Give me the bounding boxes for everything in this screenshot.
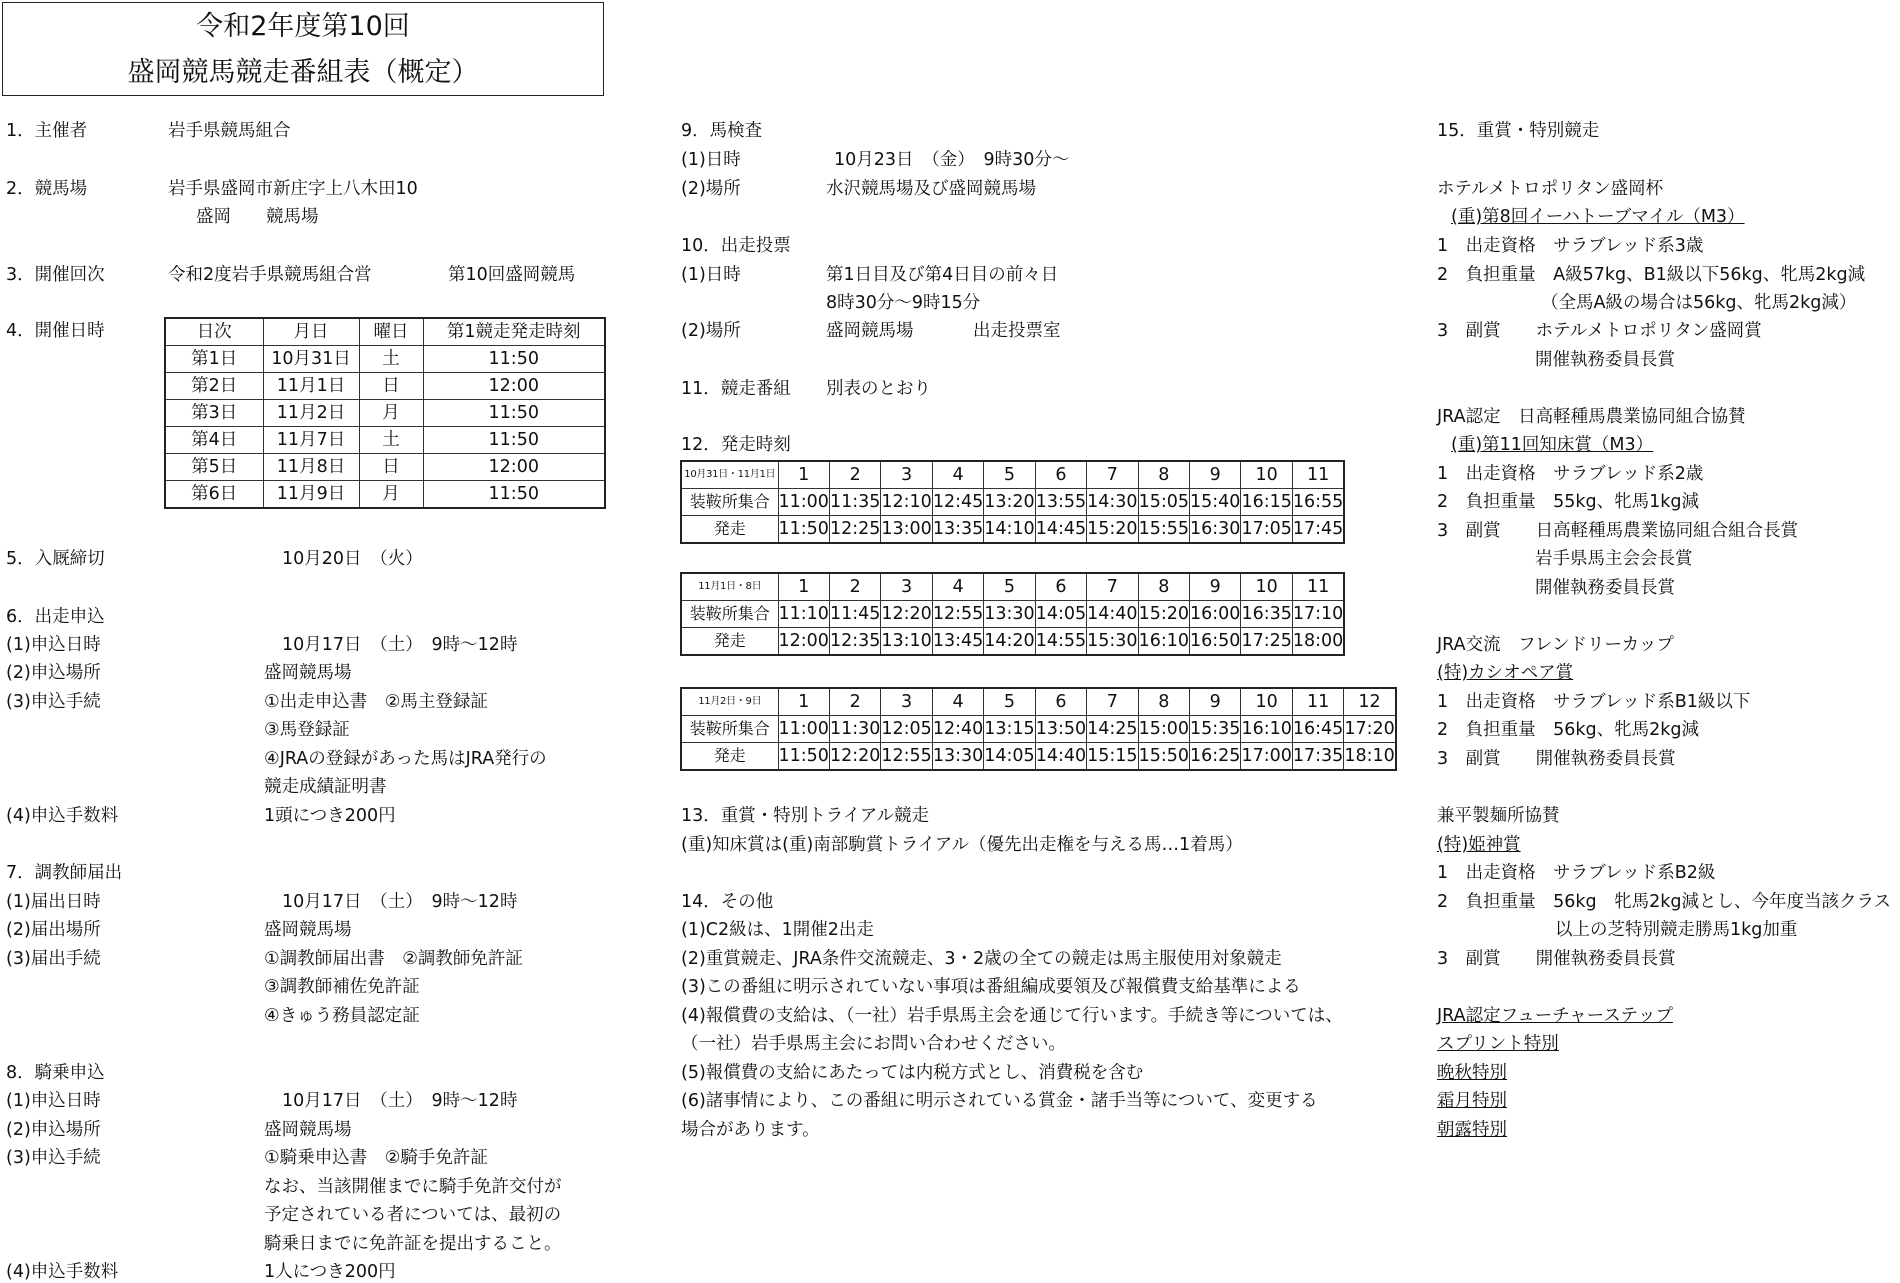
saddling-time: 13:30: [984, 601, 1035, 628]
post-time-table-2: [680, 572, 1345, 656]
saddling-time: 17:20: [1344, 716, 1396, 743]
s14-line-6: (5)報償費の支給にあたっては内税方式とし、消費税を含む: [681, 1063, 1144, 1083]
race-number: 3: [881, 573, 932, 601]
s14-label: 14．その他: [681, 892, 774, 912]
saddling-time: 15:20: [1138, 601, 1189, 628]
race-number: 8: [1138, 461, 1189, 489]
saddling-time: 11:30: [829, 716, 880, 743]
s10-label: 10．出走投票: [681, 236, 791, 256]
s10-r2-value-1: 盛岡競馬場: [826, 321, 914, 341]
b5-item: 朝露特別: [1437, 1120, 1507, 1140]
s6-r3-value-4: 競走成績証明書: [264, 777, 387, 797]
b2-qualification: 1 出走資格 サラブレッド系2歳: [1437, 464, 1704, 484]
b4-weight-2: 以上の芝特別競走勝馬1kg加重: [1555, 920, 1798, 940]
post-time: 12:25: [829, 516, 880, 544]
race-number: 4: [932, 688, 983, 716]
post-time: 12:00: [778, 628, 829, 656]
race-number-row: [681, 573, 1344, 601]
post-time-table-3: [680, 687, 1397, 771]
race-number: 6: [1035, 688, 1086, 716]
post-time: 15:55: [1138, 516, 1189, 544]
race-number: 1: [778, 573, 829, 601]
table-cell: 12:00: [423, 454, 605, 481]
table-cell: 第5日: [165, 454, 263, 481]
post-time: 17:45: [1292, 516, 1344, 544]
saddling-time: 13:15: [984, 716, 1035, 743]
row-label: 発走: [681, 628, 778, 656]
race-number: 1: [778, 688, 829, 716]
post-time-row: [681, 743, 1396, 771]
post-time: 15:30: [1087, 628, 1138, 656]
table-cell: 第1日: [165, 346, 263, 373]
post-time-table-1: [680, 460, 1345, 544]
s7-r2-value: 盛岡競馬場: [264, 920, 352, 940]
s5-label: 5．入厩締切: [6, 549, 105, 569]
saddling-time: 13:50: [1035, 716, 1086, 743]
saddling-time: 12:20: [881, 601, 932, 628]
post-time: 14:55: [1035, 628, 1086, 656]
race-number: 3: [881, 688, 932, 716]
saddling-time: 12:05: [881, 716, 932, 743]
s7-r3-value-1: ①調教師届出書 ②調教師免許証: [264, 949, 523, 969]
table-cell: 11:50: [423, 427, 605, 454]
s11-value: 別表のとおり: [826, 379, 931, 399]
saddling-time: 17:10: [1292, 601, 1344, 628]
s7-r3-value-3: ④きゅう務員認定証: [264, 1006, 420, 1026]
s8-r3-value-1: ①騎乗申込書 ②騎手免許証: [264, 1148, 488, 1168]
table-cell: 11:50: [423, 400, 605, 427]
s9-label: 9．馬検査: [681, 121, 763, 141]
s2-label: 2．競馬場: [6, 179, 88, 199]
b2-prize-3: 開催執務委員長賞: [1535, 578, 1675, 598]
s8-r4-label: (4)申込手数料: [6, 1262, 119, 1282]
s3-value: 令和2度岩手県競馬組合営: [168, 265, 372, 285]
saddling-time: 14:40: [1087, 601, 1138, 628]
s6-r3-value-3: ④JRAの登録があった馬はJRA発行の: [264, 749, 547, 769]
table-cell: 日: [359, 454, 423, 481]
race-number: 7: [1087, 573, 1138, 601]
s6-r4-label: (4)申込手数料: [6, 806, 119, 826]
b3-weight-1: 2 負担重量 56kg、牝馬2kg減: [1437, 720, 1700, 740]
s3-value-2: 第10回盛岡競馬: [448, 265, 576, 285]
s6-r2-value: 盛岡競馬場: [264, 663, 352, 683]
saddling-time: 12:10: [881, 489, 932, 516]
s14-line-2: (2)重賞競走、JRA条件交流競走、3・2歳の全ての競走は馬主服使用対象競走: [681, 949, 1282, 969]
race-number: 4: [932, 573, 983, 601]
s14-line-8: 場合があります。: [681, 1120, 820, 1140]
post-time: 14:05: [984, 743, 1035, 771]
s7-r3-value-2: ③調教師補佐免許証: [264, 977, 420, 997]
table-row: [165, 454, 605, 481]
saddling-time-row: [681, 601, 1344, 628]
saddling-time: 11:00: [778, 489, 829, 516]
s8-r3-label: (3)申込手続: [6, 1148, 101, 1168]
b4-sponsor: 兼平製麺所協賛: [1437, 806, 1560, 826]
race-number: 2: [829, 688, 880, 716]
race-number: 9: [1190, 688, 1241, 716]
table-header: 第1競走発走時刻: [423, 318, 605, 346]
table-row: [165, 427, 605, 454]
b4-weight-1: 2 負担重量 56kg 牝馬2kg減とし、今年度当該クラス: [1437, 892, 1891, 912]
post-time: 14:20: [984, 628, 1035, 656]
table-cell: 11:50: [423, 346, 605, 373]
s6-label: 6．出走申込: [6, 607, 105, 627]
row-label: 装鞍所集合: [681, 601, 778, 628]
schedule-table: [164, 317, 606, 509]
title-line-2: 盛岡競馬競走番組表（概定）: [127, 57, 479, 88]
b4-race-title: (特)姫神賞: [1437, 835, 1521, 855]
race-number: 5: [984, 688, 1035, 716]
race-number: 10: [1241, 688, 1292, 716]
race-number: 6: [1035, 461, 1086, 489]
table-cell: 日: [359, 373, 423, 400]
b2-race-title: (重)第11回知床賞（M3）: [1451, 435, 1654, 455]
saddling-time: 11:00: [778, 716, 829, 743]
s15-label: 15．重賞・特別競走: [1437, 121, 1600, 141]
title-box: [2, 2, 604, 96]
saddling-time: 16:15: [1241, 489, 1292, 516]
b2-prize-2: 岩手県馬主会会長賞: [1535, 549, 1693, 569]
post-time: 16:10: [1138, 628, 1189, 656]
table-cell: 10月31日: [263, 346, 359, 373]
saddling-time: 14:25: [1087, 716, 1138, 743]
post-time: 16:30: [1190, 516, 1241, 544]
s10-r2-label: (2)場所: [681, 321, 741, 341]
post-time: 14:45: [1035, 516, 1086, 544]
s6-r3-value-2: ③馬登録証: [264, 720, 350, 740]
s8-label: 8．騎乗申込: [6, 1063, 105, 1083]
saddling-time: 12:45: [932, 489, 983, 516]
saddling-time: 16:45: [1292, 716, 1343, 743]
b3-sponsor: JRA交流 フレンドリーカップ: [1437, 635, 1674, 655]
b1-qualification: 1 出走資格 サラブレッド系3歳: [1437, 236, 1704, 256]
table-cell: 土: [359, 427, 423, 454]
race-number: 11: [1292, 688, 1343, 716]
s3-label: 3．開催回次: [6, 265, 105, 285]
race-number: 11: [1292, 573, 1344, 601]
s6-r3-value-1: ①出走申込書 ②馬主登録証: [264, 692, 488, 712]
race-number: 10: [1241, 573, 1292, 601]
s11-label: 11．競走番組: [681, 379, 791, 399]
post-time: 12:55: [881, 743, 932, 771]
post-time-row: [681, 628, 1344, 656]
s9-r2-value: 水沢競馬場及び盛岡競馬場: [826, 179, 1036, 199]
post-time: 18:00: [1292, 628, 1344, 656]
table-cell: 11:50: [423, 481, 605, 509]
s7-r2-label: (2)届出場所: [6, 920, 101, 940]
post-time: 17:05: [1241, 516, 1292, 544]
s6-r4-value: 1頭につき200円: [264, 806, 396, 826]
race-number: 9: [1190, 573, 1241, 601]
s10-r1-value-1: 第1日目及び第4日目の前々日: [826, 265, 1059, 285]
s10-r2-value-2: 出走投票室: [973, 321, 1061, 341]
s13-label: 13．重賞・特別トライアル競走: [681, 806, 930, 826]
post-time: 17:00: [1241, 743, 1292, 771]
s8-r1-value: 10月17日 （土） 9時～12時: [282, 1091, 518, 1111]
table-cell: 11月1日: [263, 373, 359, 400]
s14-line-4: (4)報償費の支給は、（一社）岩手県馬主会を通じて行います。手続き等については、: [681, 1006, 1343, 1026]
race-number: 9: [1190, 461, 1241, 489]
day-label: 11月1日・8日: [681, 573, 778, 601]
race-number: 7: [1087, 461, 1138, 489]
table-header-row: [165, 318, 605, 346]
table-cell: 12:00: [423, 373, 605, 400]
saddling-time: 11:35: [829, 489, 880, 516]
s9-r2-label: (2)場所: [681, 179, 741, 199]
saddling-time: 13:55: [1035, 489, 1086, 516]
saddling-time: 12:55: [932, 601, 983, 628]
post-time: 12:20: [829, 743, 880, 771]
s12-label: 12．発走時刻: [681, 435, 791, 455]
s8-r3-value-3: 予定されている者については、最初の: [264, 1205, 562, 1225]
race-number: 8: [1138, 573, 1189, 601]
saddling-time: 13:20: [984, 489, 1035, 516]
b1-sponsor: ホテルメトロポリタン盛岡杯: [1437, 179, 1664, 199]
b1-race-title: (重)第8回イーハトーブマイル（M3）: [1451, 207, 1745, 227]
b1-weight-2: （全馬A級の場合は56kg、牝馬2kg減）: [1541, 293, 1857, 313]
s10-r1-value-2: 8時30分～9時15分: [826, 293, 981, 313]
b4-qualification: 1 出走資格 サラブレッド系B2級: [1437, 863, 1716, 883]
race-number: 1: [778, 461, 829, 489]
s8-r2-label: (2)申込場所: [6, 1120, 101, 1140]
post-time: 13:00: [881, 516, 932, 544]
b2-weight-1: 2 負担重量 55kg、牝馬1kg減: [1437, 492, 1700, 512]
table-cell: 月: [359, 400, 423, 427]
race-number: 2: [829, 573, 880, 601]
table-row: [165, 400, 605, 427]
saddling-time-row: [681, 716, 1396, 743]
s8-r3-value-2: なお、当該開催までに騎手免許交付が: [264, 1177, 562, 1197]
table-cell: 第6日: [165, 481, 263, 509]
saddling-time: 11:10: [778, 601, 829, 628]
race-number: 8: [1138, 688, 1189, 716]
saddling-time: 14:30: [1087, 489, 1138, 516]
saddling-time: 15:35: [1190, 716, 1241, 743]
b5-item: 晩秋特別: [1437, 1063, 1507, 1083]
saddling-time: 16:00: [1190, 601, 1241, 628]
s6-r1-value: 10月17日 （土） 9時～12時: [282, 635, 518, 655]
b3-race-title: (特)カシオペア賞: [1437, 663, 1574, 683]
row-label: 装鞍所集合: [681, 716, 778, 743]
saddling-time: 15:40: [1190, 489, 1241, 516]
post-time: 13:30: [932, 743, 983, 771]
table-row: [165, 373, 605, 400]
race-number: 4: [932, 461, 983, 489]
post-time: 12:35: [829, 628, 880, 656]
race-number: 3: [881, 461, 932, 489]
table-row: [165, 481, 605, 509]
row-label: 装鞍所集合: [681, 489, 778, 516]
s9-r1-value: 10月23日 （金） 9時30分～: [834, 150, 1070, 170]
b1-prize-1: 3 副賞 ホテルメトロポリタン盛岡賞: [1437, 321, 1762, 341]
b1-weight-1: 2 負担重量 A級57kg、B1級以下56kg、牝馬2kg減: [1437, 265, 1866, 285]
post-time: 15:15: [1087, 743, 1138, 771]
b4-prize-1: 3 副賞 開催執務委員長賞: [1437, 949, 1676, 969]
day-label: 10月31日・11月1日: [681, 461, 778, 489]
title-line-1: 令和2年度第10回: [196, 11, 410, 42]
race-number: 10: [1241, 461, 1292, 489]
post-time-row: [681, 516, 1344, 544]
table-header: 月日: [263, 318, 359, 346]
s5-value: 10月20日 （火）: [282, 549, 423, 569]
race-number: 2: [829, 461, 880, 489]
b3-prize-1: 3 副賞 開催執務委員長賞: [1437, 749, 1676, 769]
s8-r3-value-4: 騎乗日までに免許証を提出すること。: [264, 1234, 562, 1254]
s14-line-7: (6)諸事情により、この番組に明示されている賞金・諸手当等について、変更する: [681, 1091, 1318, 1111]
post-time: 11:50: [778, 743, 829, 771]
s6-r1-label: (1)申込日時: [6, 635, 101, 655]
post-time: 11:50: [778, 516, 829, 544]
s14-line-3: (3)この番組に明示されていない事項は番組編成要領及び報償費支給基準による: [681, 977, 1301, 997]
s2-value-2: 盛岡 競馬場: [196, 207, 319, 227]
s8-r1-label: (1)申込日時: [6, 1091, 101, 1111]
saddling-time-row: [681, 489, 1344, 516]
table-row: [165, 346, 605, 373]
b5-item: スプリント特別: [1437, 1034, 1559, 1054]
post-time: 13:45: [932, 628, 983, 656]
race-number: 7: [1087, 688, 1138, 716]
post-time: 15:50: [1138, 743, 1189, 771]
table-cell: 第2日: [165, 373, 263, 400]
saddling-time: 15:00: [1138, 716, 1189, 743]
table-cell: 第3日: [165, 400, 263, 427]
table-header: 日次: [165, 318, 263, 346]
b2-sponsor: JRA認定 日高軽種馬農業協同組合協賛: [1437, 407, 1746, 427]
table-cell: 第4日: [165, 427, 263, 454]
table-cell: 11月2日: [263, 400, 359, 427]
saddling-time: 14:05: [1035, 601, 1086, 628]
table-cell: 11月9日: [263, 481, 359, 509]
saddling-time: 16:55: [1292, 489, 1344, 516]
post-time: 17:25: [1241, 628, 1292, 656]
table-header: 曜日: [359, 318, 423, 346]
row-label: 発走: [681, 516, 778, 544]
race-number: 11: [1292, 461, 1344, 489]
post-time: 13:10: [881, 628, 932, 656]
s8-r4-value: 1人につき200円: [264, 1262, 396, 1282]
race-number: 5: [984, 573, 1035, 601]
post-time: 14:40: [1035, 743, 1086, 771]
post-time: 16:50: [1190, 628, 1241, 656]
race-number: 5: [984, 461, 1035, 489]
s1-value: 岩手県競馬組合: [168, 121, 291, 141]
post-time: 18:10: [1344, 743, 1396, 771]
s7-r1-label: (1)届出日時: [6, 892, 101, 912]
s7-label: 7．調教師届出: [6, 863, 123, 883]
b1-prize-2: 開催執務委員長賞: [1535, 350, 1675, 370]
post-time: 17:35: [1292, 743, 1343, 771]
saddling-time: 16:10: [1241, 716, 1292, 743]
b3-qualification: 1 出走資格 サラブレッド系B1級以下: [1437, 692, 1751, 712]
s10-r1-label: (1)日時: [681, 265, 741, 285]
row-label: 発走: [681, 743, 778, 771]
day-label: 11月2日・9日: [681, 688, 778, 716]
saddling-time: 11:45: [829, 601, 880, 628]
s4-label: 4．開催日時: [6, 321, 105, 341]
post-time: 15:20: [1087, 516, 1138, 544]
race-number: 12: [1344, 688, 1396, 716]
table-cell: 11月8日: [263, 454, 359, 481]
s6-r3-label: (3)申込手続: [6, 692, 101, 712]
saddling-time: 12:40: [932, 716, 983, 743]
table-cell: 月: [359, 481, 423, 509]
b5-item: 霜月特別: [1437, 1091, 1507, 1111]
table-cell: 11月7日: [263, 427, 359, 454]
s14-line-1: (1)C2級は、1開催2出走: [681, 920, 874, 940]
race-number-row: [681, 688, 1396, 716]
table-cell: 土: [359, 346, 423, 373]
race-number: 6: [1035, 573, 1086, 601]
post-time: 16:25: [1190, 743, 1241, 771]
s14-line-5: （一社）岩手県馬主会にお問い合わせください。: [681, 1034, 1066, 1054]
s9-r1-label: (1)日時: [681, 150, 741, 170]
s7-r3-label: (3)届出手続: [6, 949, 101, 969]
s1-label: 1．主催者: [6, 121, 88, 141]
saddling-time: 16:35: [1241, 601, 1292, 628]
b5-title: JRA認定フューチャーステップ: [1437, 1006, 1673, 1026]
saddling-time: 15:05: [1138, 489, 1189, 516]
s7-r1-value: 10月17日 （土） 9時～12時: [282, 892, 518, 912]
s8-r2-value: 盛岡競馬場: [264, 1120, 352, 1140]
post-time: 14:10: [984, 516, 1035, 544]
s13-value: (重)知床賞は(重)南部駒賞トライアル（優先出走権を与える馬…1着馬）: [681, 835, 1243, 855]
race-number-row: [681, 461, 1344, 489]
s6-r2-label: (2)申込場所: [6, 663, 101, 683]
b2-prize-1: 3 副賞 日高軽種馬農業協同組合組合長賞: [1437, 521, 1799, 541]
post-time: 13:35: [932, 516, 983, 544]
s2-value-1: 岩手県盛岡市新庄字上八木田10: [168, 179, 418, 199]
